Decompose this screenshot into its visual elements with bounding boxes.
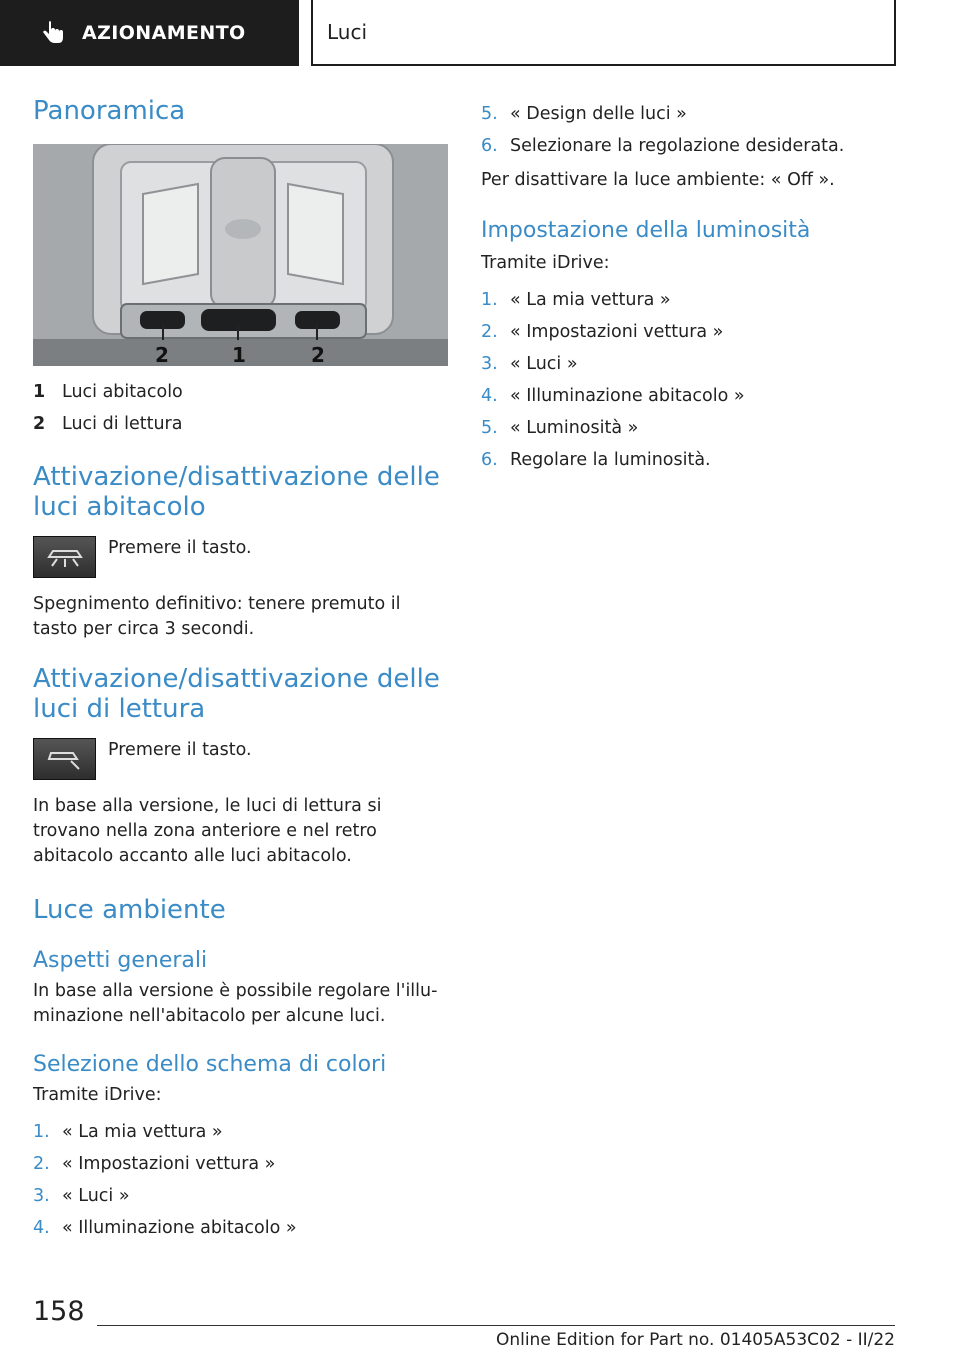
section-tab [0,0,299,66]
edition-info: Online Edition for Part no. 01405A53C02 - II/22 [495,1330,895,1350]
figure-legend [33,376,448,440]
ambient-off-text: Per disattivare la luce ambiente: « Off ». [481,170,835,190]
figure-label-center: 1 [232,343,246,366]
color-scheme-steps [33,1116,448,1244]
brightness-via: Tramite iDrive: [481,253,610,273]
list-item [33,1212,448,1244]
step-text: « Luci » [510,354,578,374]
footer-divider [97,1325,895,1326]
step-num: 6. [481,450,498,470]
step-text: « Illuminazione abitacolo » [62,1218,297,1238]
reading-lights-button-row [33,738,448,780]
list-item [481,412,901,444]
step-num: 2. [481,322,498,342]
chapter-title: Luci [327,20,368,44]
step-text: Selezionare la regolazione desiderata. [510,136,845,156]
color-scheme-steps-continued [481,98,901,162]
step-num: 6. [481,136,498,156]
cabin-lights-note: Spegnimento definitivo: tenere premuto il tasto per circa 3 secondi. [33,594,401,639]
step-text: Regolare la luminosità. [510,450,711,470]
list-item [481,98,901,130]
step-text: « Impostazioni vettura » [62,1154,276,1174]
overview-title: Panoramica [33,96,186,126]
step-num: 5. [481,418,498,438]
step-text: « Illuminazione abitacolo » [510,386,745,406]
general-aspects-text: In base alla versione è possibile regolare l'illuminazione nell'abitacolo per alcune luci. [33,981,438,1026]
legend-num: 2 [33,414,46,434]
section-title: AZIONAMENTO [82,22,246,44]
cabin-light-button-icon [33,536,96,578]
color-scheme-via: Tramite iDrive: [33,1085,162,1105]
list-item [481,348,901,380]
list-item [481,444,901,476]
left-column [33,96,448,1244]
reading-lights-note: In base alla versione, le luci di lettura si trovano nella zona anteriore e nel retro abitacolo accanto alle luci abitacolo. [33,796,382,866]
list-item [33,1116,448,1148]
list-item [481,284,901,316]
step-num: 3. [481,354,498,374]
step-num: 4. [33,1218,50,1238]
figure-label-left: 2 [155,343,169,366]
figure-label-right: 2 [311,343,325,366]
list-item [481,380,901,412]
page-number: 158 [33,1296,85,1327]
step-num: 5. [481,104,498,124]
step-text: « Impostazioni vettura » [510,322,724,342]
step-text: « Luci » [62,1186,130,1206]
brightness-steps [481,284,901,476]
step-num: 3. [33,1186,50,1206]
step-num: 1. [33,1122,50,1142]
reading-lights-title: Attivazione/disattivazione delle luci di lettura [33,664,440,724]
step-text: « Luminosità » [510,418,639,438]
step-text: « La mia vettura » [510,290,671,310]
color-scheme-title: Selezione dello schema di colori [33,1052,387,1077]
hand-pointer-icon [38,18,68,48]
reading-lights-instruction: Premere il tasto. [108,740,252,760]
cabin-lights-title: Attivazione/disattivazione delle luci abitacolo [33,462,440,522]
step-num: 4. [481,386,498,406]
brightness-title: Impostazione della luminosità [481,218,811,243]
legend-num: 1 [33,382,46,402]
chapter-title-box [311,0,896,66]
reading-light-button-icon [33,738,96,780]
step-text: « La mia vettura » [62,1122,223,1142]
step-num: 1. [481,290,498,310]
legend-text: Luci di lettura [62,414,183,434]
overhead-console-illustration [33,144,448,366]
legend-item [33,408,448,440]
step-num: 2. [33,1154,50,1174]
step-text: « Design delle luci » [510,104,687,124]
list-item [481,316,901,348]
list-item [33,1180,448,1212]
ambient-light-title: Luce ambiente [33,895,226,925]
legend-item [33,376,448,408]
legend-text: Luci abitacolo [62,382,183,402]
right-column [481,98,901,476]
overhead-console-photo [33,144,448,366]
list-item [33,1148,448,1180]
list-item [481,130,901,162]
general-aspects-title: Aspetti generali [33,948,208,973]
cabin-lights-button-row [33,536,448,578]
cabin-lights-instruction: Premere il tasto. [108,538,252,558]
